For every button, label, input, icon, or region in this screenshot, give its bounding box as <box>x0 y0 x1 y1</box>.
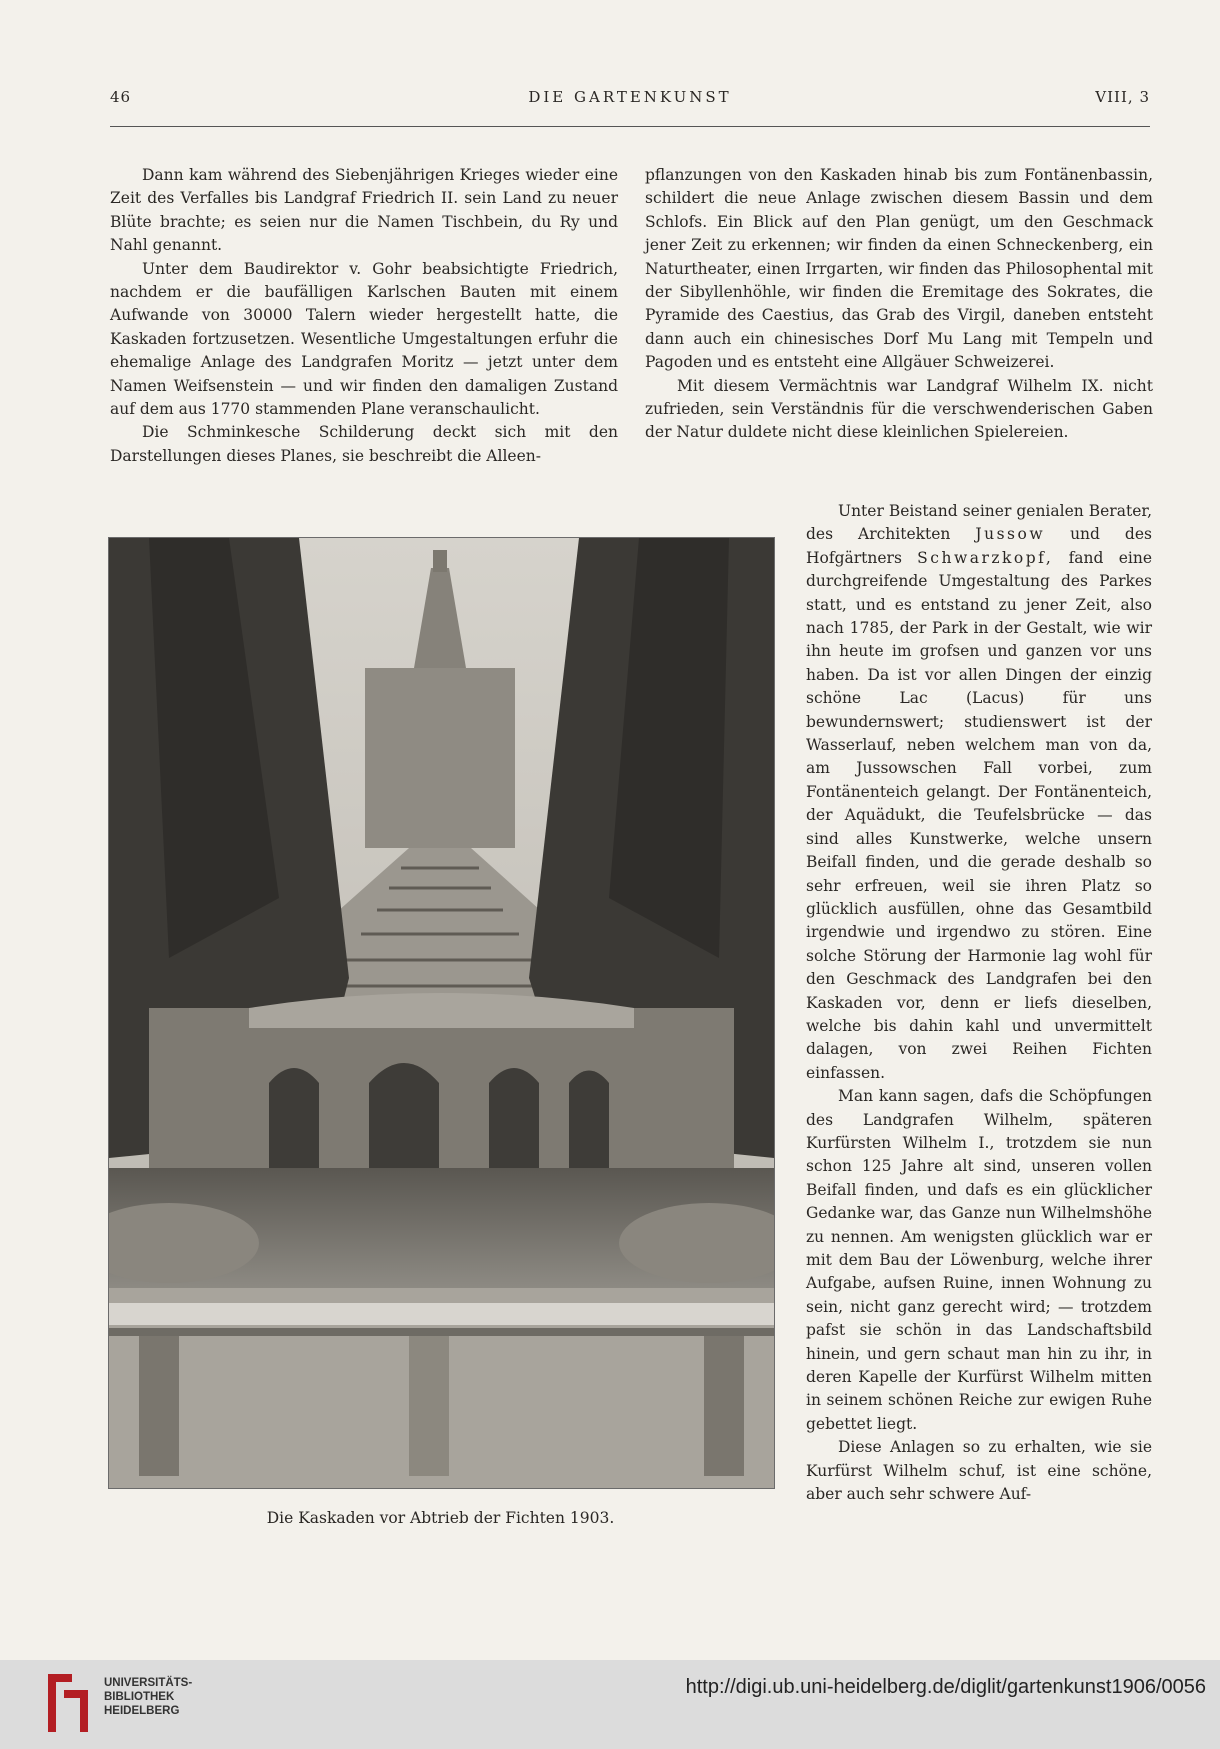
page-number: 46 <box>110 88 132 106</box>
library-name-line: HEIDELBERG <box>104 1705 180 1717</box>
text-run: Unter Beistand seiner genialen Berater, des Architekten <box>806 502 1152 544</box>
photo-illustration <box>109 538 774 1488</box>
running-header <box>110 88 1150 114</box>
library-name <box>104 1676 192 1718</box>
cascade-photograph <box>108 537 775 1489</box>
source-url[interactable]: http://digi.ub.uni-heidelberg.de/diglit/gartenkunst1906/0056 <box>685 1676 1206 1698</box>
paragraph: Mit diesem Vermächtnis war Landgraf Wilhelm IX. nicht zufrieden, sein Verständnis für die verschwenderischen Gaben der Natur duldete nicht diese kleinlichen Spielereien. <box>645 376 1153 442</box>
paragraph: Unter dem Baudirektor v. Gohr beabsichtigte Friedrich, nachdem er die baufälligen Karlschen Bauten mit einem Aufwande von 30000 Talern wieder hergestellt hatte, die Kaskaden fortzusetzen. Wesentliche Umgestaltungen erfuhr die ehemalige Anlage des Landgrafen Moritz — jetzt unter dem Namen Weifsenstein — und wir finden den damaligen Zustand auf dem aus 1770 stammenden Plane veranschaulicht. <box>110 259 618 419</box>
figure-caption: Die Kaskaden vor Abtrieb der Fichten 1903. <box>266 1509 615 1527</box>
right-column-top <box>645 164 1153 445</box>
left-column <box>110 164 618 468</box>
paragraph: Man kann sagen, dafs die Schöpfungen des Landgrafen Wilhelm, späteren Kurfürsten Wilhelm I., trotzdem sie nun schon 125 Jahre alt sind, unseren vollen Beifall finden, und dafs es ein glücklicher Gedanke war, das Ganze nun Wilhelmshöhe zu nennen. Am wenigsten glücklich war er mit dem Bau der Löwenburg, welche ihrer Aufgabe, aufsen Ruine, innen Wohnung zu sein, nicht ganz gerecht wird; — trotzdem pafst sie schön in das Landschaftsbild hinein, und gern schaut man hin zu ihr, in deren Kapelle der Kurfürst Wilhelm mitten in seinem schönen Reiche zur ewigen Ruhe gebettet liegt. <box>806 1087 1152 1433</box>
gardener-name: Schwarzkopf, <box>917 548 1054 567</box>
paragraph: Die Schminkesche Schilderung deckt sich mit den Darstellungen dieses Planes, sie beschreibt die Alleen- <box>110 423 618 465</box>
paragraph: Diese Anlagen so zu erhalten, wie sie Kurfürst Wilhelm schuf, ist eine schöne, aber auch sehr schwere Auf- <box>806 1438 1152 1504</box>
library-name-line: UNIVERSITÄTS- <box>104 1677 193 1689</box>
paragraph: Dann kam während des Siebenjährigen Krieges wieder eine Zeit des Verfalles bis Landgraf Friedrich II. sein Land zu neuer Blüte brachte; es seien nur die Namen Tischbein, du Ry und Nahl genannt. <box>110 166 618 255</box>
text-run: fand eine durchgreifende Umgestaltung des Parkes statt, und es entstand zu jener Zeit, also nach 1785, der Park in der Gestalt, wie wir ihn heute im grofsen und ganzen vor uns haben. Da ist vor allen Dingen der einzig schöne Lac (Lacus) für uns bewundernswert; studienswert ist der Wasserlauf, neben welchem man von da, am Jussowschen Fall vorbei, zum Fontänenteich gelangt. Der Fontänenteich, der Aquädukt, die Teufelsbrücke — das sind alles Kunstwerke, welche unsern Beifall finden, und die gerade deshalb so sehr erfreuen, weil sie ihren Platz so glücklich ausfüllen, ohne das Gesamtbild irgendwie und irgendwo zu stören. Eine solche Störung der Harmonie lag wohl für den Geschmack des Landgrafen bei den Kaskaden vor, denn er liefs dieselben, welche bis dahin kahl und unvermittelt dalagen, von zwei Reihen Fichten einfassen. <box>806 548 1152 1082</box>
text-run: und des Hofgärtners <box>806 525 1152 567</box>
right-column-bottom <box>806 500 1152 1506</box>
library-logo-icon <box>42 1668 94 1738</box>
paragraph <box>806 500 1152 1085</box>
paragraph: pflanzungen von den Kaskaden hinab bis zum Fontänenbassin, schildert die neue Anlage zwischen diesem Bassin und dem Schlofs. Ein Blick auf den Plan genügt, um den Geschmack jener Zeit zu erkennen; wir finden da einen Schneckenberg, ein Naturtheater, einen Irrgarten, wir finden das Philosophental mit der Sibyllenhöhle, wir finden die Eremitage des Sokrates, die Pyramide des Caestius, das Grab des Virgil, daneben entsteht dann auch ein chinesisches Dorf Mu Lang mit Tempeln und Pagoden und es entsteht eine Allgäuer Schweizerei. <box>645 166 1153 372</box>
journal-title: DIE GARTENKUNST <box>528 88 732 106</box>
architect-name: Jussow <box>975 525 1046 544</box>
library-name-line: BIBLIOTHEK <box>104 1691 175 1703</box>
volume-issue: VIII, 3 <box>1095 88 1150 106</box>
header-rule <box>110 126 1150 127</box>
